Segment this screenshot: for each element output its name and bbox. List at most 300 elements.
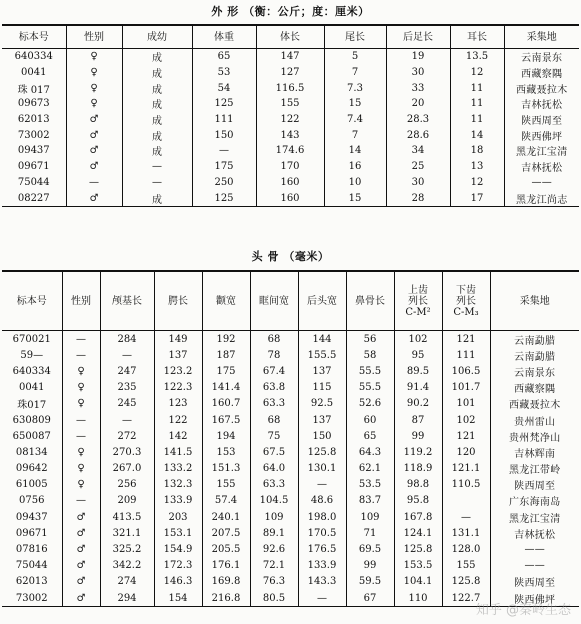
table-cell: 62.1 [346,461,394,477]
table-cell: 121 [442,331,490,348]
table-cell: 132.3 [154,477,202,493]
location-cell: 云南勐腊 [490,347,579,363]
table1-title: 外 形 （衡：公斤；度：厘米） [211,5,370,18]
location-cell: 云南勐腊 [490,331,579,348]
table-cell: 0041 [21,67,47,79]
table-cell: 146.3 [154,574,202,590]
table-row [2,412,579,428]
table-cell: 133.9 [298,558,346,574]
table-row [2,80,579,96]
table-cell: ♀ [62,380,100,396]
location-cell: 陕西周至 [504,112,579,128]
table-row [2,143,579,159]
table-cell: 7 [324,65,386,81]
table2-header-cell: 鼻骨长 [346,271,394,331]
table1-header-cell: 采集地 [504,25,579,49]
table-cell: 143.3 [298,574,346,590]
table-cell: 141.4 [202,380,250,396]
table1-header-cell: 耳长 [450,25,504,49]
table2-header-cell: 腭长 [154,271,202,331]
table-cell: 成 [122,127,192,143]
table-row [2,347,579,363]
location-cell: 广东海南岛 [490,493,579,509]
table-cell: 174.6 [256,143,324,159]
table-cell: 325.2 [100,541,154,557]
table-cell: 119.2 [394,444,442,460]
table-cell: 69.5 [346,541,394,557]
table-cell: 15 [324,96,386,112]
table-cell: 28.6 [386,127,450,143]
table-cell: 142 [154,428,202,444]
table-cell: — [100,347,154,363]
table-cell: 99 [394,428,442,444]
table-cell: 175 [192,159,256,175]
table-cell: 125 [192,190,256,206]
table-cell: 20 [386,96,450,112]
location-cell: 黑龙江尚志 [504,190,579,206]
table-cell: 59.5 [346,574,394,590]
table-cell: — [298,477,346,493]
table-cell: 72.1 [250,558,298,574]
table-cell: 149 [154,331,202,348]
table-cell: 172.3 [154,558,202,574]
table-cell: 14 [450,127,504,143]
table-cell: 155 [442,558,490,574]
table-cell: 10 [324,175,386,191]
table2-title: 头 骨 （毫米） [251,250,330,263]
table2-header-cell: 性别 [62,271,100,331]
table-cell: — [62,493,100,509]
table-cell: ♀ [62,477,100,493]
table-cell: 30 [386,65,450,81]
table-cell: — [442,509,490,525]
table-cell: 13.5 [450,49,504,65]
table-cell: 成 [122,49,192,65]
table-cell: 128.0 [442,541,490,557]
table-cell: 09437 [17,145,50,157]
table-cell: 153.5 [394,558,442,574]
table-cell: 63.8 [250,380,298,396]
table-cell: 68 [250,331,298,348]
table-cell: 133.9 [154,493,202,509]
table-cell: 14 [324,143,386,159]
table1-header-cell: 成幼 [122,25,192,49]
table-cell: 256 [100,477,154,493]
table-cell: 192 [202,331,250,348]
location-cell: 黑龙江宝清 [490,509,579,525]
table-cell: 08134 [15,446,48,458]
table-cell: — [62,331,100,348]
table-cell: — [62,347,100,363]
location-cell: 云南景东 [504,49,579,65]
location-cell: 吉林辉南 [490,444,579,460]
table-cell: 104.1 [394,574,442,590]
table-cell: 294 [100,590,154,607]
table-cell: 90.2 [394,396,442,412]
table-cell: 11 [450,96,504,112]
table-cell: 65 [346,428,394,444]
table-cell: 7.4 [324,112,386,128]
table-cell: 127 [256,65,324,81]
table-cell: 151.3 [202,461,250,477]
table-cell: 141.5 [154,444,202,460]
table-cell: 125 [192,96,256,112]
table-cell: 106.5 [442,363,490,379]
table-cell: 342.2 [100,558,154,574]
table-cell: 205.5 [202,541,250,557]
table-cell: 83.7 [346,493,394,509]
table-cell: ♀ [66,65,122,81]
table-cell: 67.5 [250,444,298,460]
table-cell: 650087 [12,430,51,442]
table-cell: 09642 [15,463,48,475]
table-cell: — [62,428,100,444]
table-cell: 640334 [14,51,53,63]
table-cell: — [62,412,100,428]
table-row [2,574,579,590]
table-cell: 640334 [12,365,51,377]
table-cell: 75044 [15,560,48,572]
table-cell: ♂ [62,574,100,590]
location-cell: 黑龙江宝清 [504,143,579,159]
table-cell: 54 [192,80,256,96]
table-cell: 89.1 [250,525,298,541]
table-cell: 98.8 [394,477,442,493]
table-cell: 413.5 [100,509,154,525]
table-cell: 167.5 [202,412,250,428]
skull-measurements-table [2,270,579,607]
location-cell: —— [504,175,579,191]
table-cell: 15 [324,190,386,206]
table-cell: 101.7 [442,380,490,396]
table-cell: ♀ [62,396,100,412]
table-row [2,363,579,379]
table-cell: 78 [250,347,298,363]
table-cell: 18 [450,143,504,159]
table-cell: 75044 [17,176,50,188]
table-row [2,159,579,175]
table-cell: 153 [202,444,250,460]
table-cell: ♀ [66,96,122,112]
table-cell: 124.1 [394,525,442,541]
table-cell: 209 [100,493,154,509]
location-cell: 贵州雷山 [490,412,579,428]
table-row [2,477,579,493]
table-cell: 160 [256,190,324,206]
table-cell: 67.4 [250,363,298,379]
table-cell: 成 [122,112,192,128]
location-cell: 黑龙江带岭 [490,461,579,477]
table-cell: 104.5 [250,493,298,509]
table2-header-cell: 眶间宽 [250,271,298,331]
table-row [2,444,579,460]
table-cell: 56 [346,331,394,348]
table-cell: 62013 [17,114,50,126]
table-cell: 63.3 [250,477,298,493]
table-cell: 73002 [17,129,50,141]
table-cell: — [66,175,122,191]
table-row [2,525,579,541]
table-row [2,509,579,525]
location-cell: 陕西佛坪 [504,127,579,143]
table-cell: 61005 [15,479,48,491]
table-cell: ♂ [62,509,100,525]
table-cell: 53 [192,65,256,81]
table-row [2,175,579,191]
table-cell: 110 [394,590,442,607]
table-cell: 147 [256,49,324,65]
table-cell: 169.8 [202,574,250,590]
table-row [2,461,579,477]
table-cell: 09437 [15,511,48,523]
table2-header-cell: 后头宽 [298,271,346,331]
table-cell: 123.2 [154,363,202,379]
table-row [2,541,579,557]
table-cell: ♂ [62,541,100,557]
table-cell: 284 [100,331,154,348]
table-cell: 109 [250,509,298,525]
table-cell: 76.3 [250,574,298,590]
table-cell: 87 [394,412,442,428]
table-cell: 155 [256,96,324,112]
table-cell: 成 [122,190,192,206]
table-row [2,112,579,128]
table-cell: — [122,175,192,191]
table-cell: — [298,590,346,607]
table-cell: 64.3 [346,444,394,460]
table-cell: 121 [442,428,490,444]
table-cell: 57.4 [202,493,250,509]
table-cell: — [192,143,256,159]
table-row [2,96,579,112]
table-cell: — [122,159,192,175]
table-cell: 167.8 [394,509,442,525]
table-cell: 71 [346,525,394,541]
location-cell: 吉林抚松 [490,525,579,541]
table-cell: 102 [394,331,442,348]
table-cell: ♀ [62,444,100,460]
table-cell: 52.6 [346,396,394,412]
table-row [2,396,579,412]
table-cell: 95.8 [394,493,442,509]
table-cell: 150 [298,428,346,444]
table-cell: 珠017 [17,400,47,412]
table-cell: 321.1 [100,525,154,541]
location-cell: —— [490,558,579,574]
table-cell: 247 [100,363,154,379]
table1-header-cell: 后足长 [386,25,450,49]
table-cell: ♀ [62,363,100,379]
table2-header-cell: 上齿 列长 C-M² [394,271,442,331]
table-cell: 34 [386,143,450,159]
table-cell: ♀ [66,49,122,65]
table-cell: 55.5 [346,380,394,396]
table-cell: 19 [386,49,450,65]
table-cell: 133.2 [154,461,202,477]
table-cell: 7 [324,127,386,143]
table-cell: 92.6 [250,541,298,557]
table-cell: 203 [154,509,202,525]
table-row [2,49,579,65]
table-cell: 154.9 [154,541,202,557]
table-cell: 122 [154,412,202,428]
table-cell: 99 [346,558,394,574]
table2-header-row [2,271,579,331]
table-cell: 珠 017 [17,84,50,96]
table-cell: 102 [442,412,490,428]
table-cell: 176.1 [202,558,250,574]
table-cell: 65 [192,49,256,65]
table-cell: 125.8 [394,541,442,557]
table-cell: 153.1 [154,525,202,541]
table-row [2,65,579,81]
table-cell: 17 [450,190,504,206]
table-cell: 175 [202,363,250,379]
table-cell: 137 [298,412,346,428]
location-cell: 贵州梵净山 [490,428,579,444]
table-cell: 12 [450,175,504,191]
table-cell: 成 [122,96,192,112]
table-cell: 122 [256,112,324,128]
table2-header-cell: 下齿 列长 C-M₃ [442,271,490,331]
table-cell: 272 [100,428,154,444]
table-cell: 109 [346,509,394,525]
table2-header-cell: 颅基长 [100,271,154,331]
table-cell: 137 [298,363,346,379]
table-cell [442,493,490,509]
table-cell: 91.4 [394,380,442,396]
table-cell: 73002 [15,592,48,604]
table-cell: 122.7 [442,590,490,607]
table-cell: 30 [386,175,450,191]
table1-header-cell: 尾长 [324,25,386,49]
table-cell: 16 [324,159,386,175]
table-cell: ♂ [66,143,122,159]
table-cell: 250 [192,175,256,191]
table-cell: 0041 [19,382,45,394]
table-cell: 59— [20,349,44,361]
table-cell: 670021 [12,333,51,345]
table-cell: 155.5 [298,347,346,363]
table-cell: 48.6 [298,493,346,509]
watermark: 知乎 @秦岭生态 [475,603,571,618]
table1-header-row [2,25,579,49]
table-cell: 12 [450,65,504,81]
table-cell: 122.3 [154,380,202,396]
table-cell: 89.5 [394,363,442,379]
table-cell: 5 [324,49,386,65]
table1-header-cell: 体长 [256,25,324,49]
table-cell: 123 [154,396,202,412]
table-row [2,380,579,396]
table2-header-cell: 采集地 [490,271,579,331]
table-row [2,331,579,348]
table-cell: 155 [202,477,250,493]
location-cell: 西藏察隅 [490,380,579,396]
table-cell: ♀ [66,80,122,96]
table-cell: 630809 [12,414,51,426]
location-cell: 陕西周至 [490,477,579,493]
table-cell: 245 [100,396,154,412]
table-cell: 143 [256,127,324,143]
table-cell: 92.5 [298,396,346,412]
table-row [2,127,579,143]
table-cell: 198.0 [298,509,346,525]
table-cell: 121.1 [442,461,490,477]
table-cell: 0756 [19,495,45,507]
table-row [2,558,579,574]
table-cell: 115 [298,380,346,396]
table-cell: ♀ [62,461,100,477]
table-cell: 144 [298,331,346,348]
table-cell: 116.5 [256,80,324,96]
table-cell: 成 [122,80,192,96]
table-cell: 53.5 [346,477,394,493]
table-cell: 194 [202,428,250,444]
table-cell: 101 [442,396,490,412]
external-measurements-table [2,24,579,207]
table1-header-cell: 标本号 [18,31,49,43]
table-cell: 110.5 [442,477,490,493]
table-cell: 95 [394,347,442,363]
table-cell: ♂ [66,112,122,128]
location-cell: 吉林抚松 [504,96,579,112]
table-cell: 120 [442,444,490,460]
table-cell: 60 [346,412,394,428]
table-cell: 176.5 [298,541,346,557]
location-cell: 陕西周至 [490,574,579,590]
location-cell: 吉林抚松 [504,159,579,175]
table-cell: 68 [250,412,298,428]
table-cell: ♂ [62,590,100,607]
table-cell: 28.3 [386,112,450,128]
table-cell: 137 [154,347,202,363]
table-cell: 131.1 [442,525,490,541]
table-cell: 成 [122,65,192,81]
table-cell: 64.0 [250,461,298,477]
table-cell: 154 [154,590,202,607]
table-cell: 150 [192,127,256,143]
table-cell: 187 [202,347,250,363]
table-cell: 58 [346,347,394,363]
table-cell: ♂ [62,558,100,574]
table-cell: 267.0 [100,461,154,477]
table-row [2,428,579,444]
table-cell: 118.9 [394,461,442,477]
table-row [2,493,579,509]
table-cell: 170 [256,159,324,175]
table-cell: 07816 [15,544,48,556]
table1-header-cell: 性别 [66,25,122,49]
table-cell: 270.3 [100,444,154,460]
table-cell: 111 [442,347,490,363]
table-cell: 11 [450,112,504,128]
table-cell: 7.3 [324,80,386,96]
table-cell: 125.8 [298,444,346,460]
table-cell: 160.7 [202,396,250,412]
table-cell: 09673 [17,98,50,110]
table-cell: — [100,412,154,428]
table-cell: 67 [346,590,394,607]
table-cell: ♂ [66,127,122,143]
table-cell: 62013 [15,576,48,588]
table2-header-cell: 颧宽 [202,271,250,331]
location-cell: 西藏聂拉木 [490,396,579,412]
table-cell: ♂ [62,525,100,541]
table-cell: 274 [100,574,154,590]
table-cell: 08227 [17,192,50,204]
table-cell: 63.3 [250,396,298,412]
